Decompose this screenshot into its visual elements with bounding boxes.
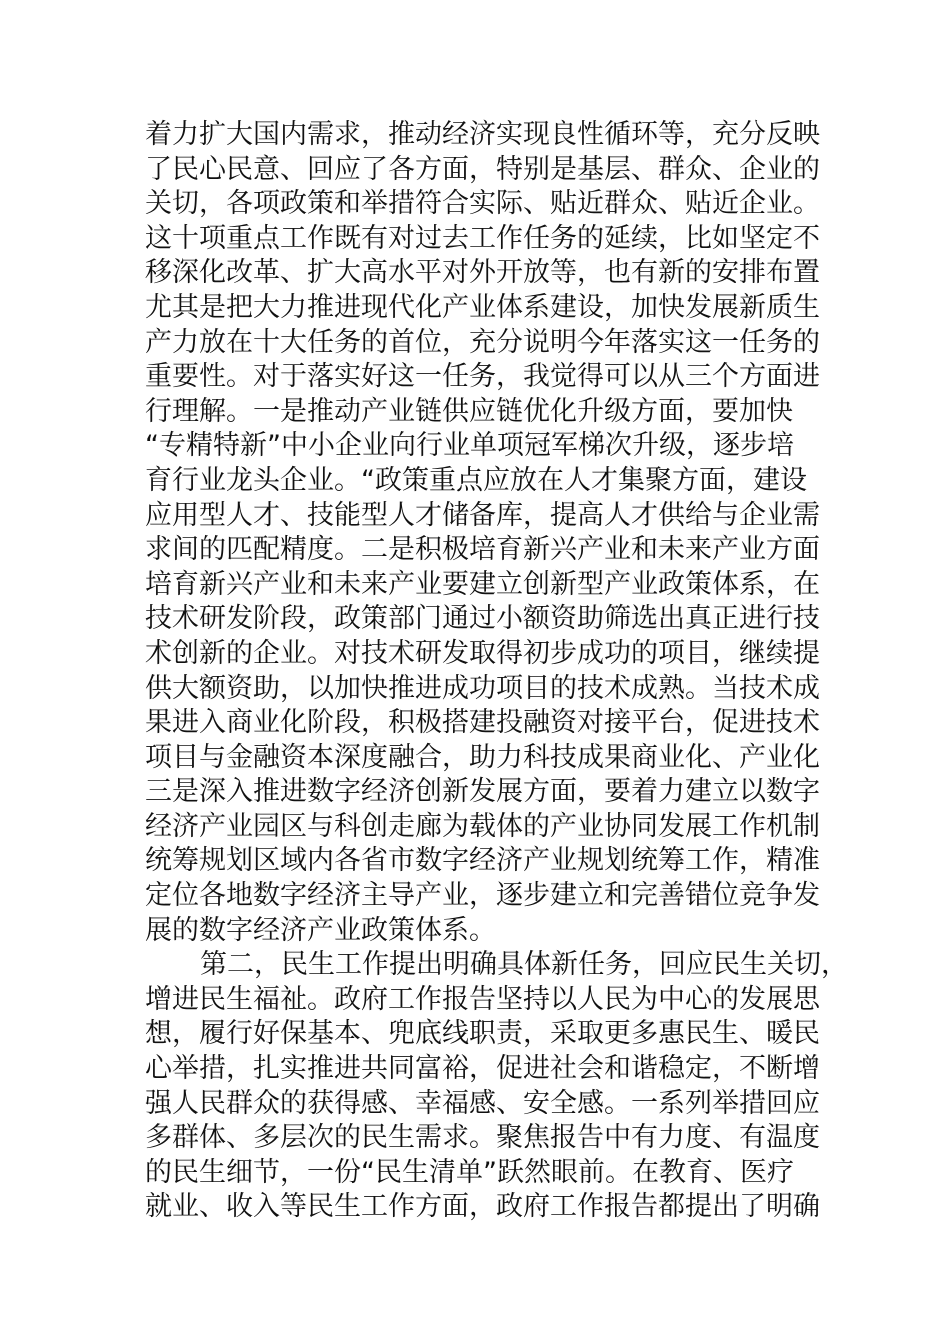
text-line: “专精特新”中小企业向行业单项冠军梯次升级，逐步培 — [145, 430, 794, 462]
text-line: 心举措，扎实推进共同富裕，促进社会和谐稳定，不断增 — [145, 1053, 820, 1085]
text-line: 技术研发阶段，政策部门通过小额资助筛选出真正进行技 — [145, 603, 820, 635]
text-line: 关切，各项政策和举措符合实际、贴近群众、贴近企业。 — [145, 188, 820, 220]
text-line: 应用型人才、技能型人才储备库，提高人才供给与企业需 — [145, 499, 820, 531]
text-line: 育行业龙头企业。“政策重点应放在人才集聚方面，建设 — [145, 464, 807, 496]
text-line: 定位各地数字经济主导产业，逐步建立和完善错位竞争发 — [145, 880, 820, 912]
text-line: 培育新兴产业和未来产业要建立创新型产业政策体系，在 — [145, 568, 820, 600]
text-line: 三是深入推进数字经济创新发展方面，要着力建立以数字 — [145, 776, 820, 808]
text-line: 多群体、多层次的民生需求。聚焦报告中有力度、有温度 — [145, 1122, 820, 1154]
text-line: 术创新的企业。对技术研发取得初步成功的项目，继续提 — [145, 637, 820, 669]
text-line: 着力扩大国内需求，推动经济实现良性循环等，充分反映 — [145, 119, 820, 150]
text-line: 供大额资助，以加快推进成功项目的技术成熟。当技术成 — [145, 672, 820, 704]
text-line: 经济产业园区与科创走廊为载体的产业协同发展工作机制 — [145, 810, 820, 842]
text-line: 展的数字经济产业政策体系。 — [145, 914, 496, 946]
paragraph-start-line: 第二，民生工作提出明确具体新任务，回应民生关切， — [200, 949, 848, 981]
text-line: 尤其是把大力推进现代化产业体系建设，加快发展新质生 — [145, 291, 820, 323]
text-line: 强人民群众的获得感、幸福感、安全感。一系列举措回应 — [145, 1087, 820, 1119]
body-text — [145, 118, 848, 1225]
text-line: 这十项重点工作既有对过去工作任务的延续，比如坚定不 — [145, 222, 820, 254]
text-line: 求间的匹配精度。二是积极培育新兴产业和未来产业方面 — [145, 534, 820, 566]
text-line: 统筹规划区域内各省市数字经济产业规划统筹工作，精准 — [145, 845, 820, 877]
text-line: 移深化改革、扩大高水平对外开放等，也有新的安排布置 — [145, 257, 820, 289]
text-line: 了民心民意、回应了各方面，特别是基层、群众、企业的 — [145, 153, 820, 185]
text-line: 产力放在十大任务的首位，充分说明今年落实这一任务的 — [145, 326, 820, 358]
text-line: 行理解。一是推动产业链供应链优化升级方面，要加快 — [145, 395, 793, 427]
text-line: 想，履行好保基本、兜底线职责，采取更多惠民生、暖民 — [145, 1018, 820, 1050]
text-line: 就业、收入等民生工作方面，政府工作报告都提出了明确 — [145, 1191, 820, 1223]
text-line: 重要性。对于落实好这一任务，我觉得可以从三个方面进 — [145, 361, 820, 393]
text-line: 项目与金融资本深度融合，助力科技成果商业化、产业化 — [145, 741, 820, 773]
text-line: 果进入商业化阶段，积极搭建投融资对接平台，促进技术 — [145, 707, 820, 739]
text-line: 增进民生福祉。政府工作报告坚持以人民为中心的发展思 — [145, 983, 820, 1015]
text-line: 的民生细节，一份“民生清单”跃然眼前。在教育、医疗 — [145, 1156, 794, 1188]
